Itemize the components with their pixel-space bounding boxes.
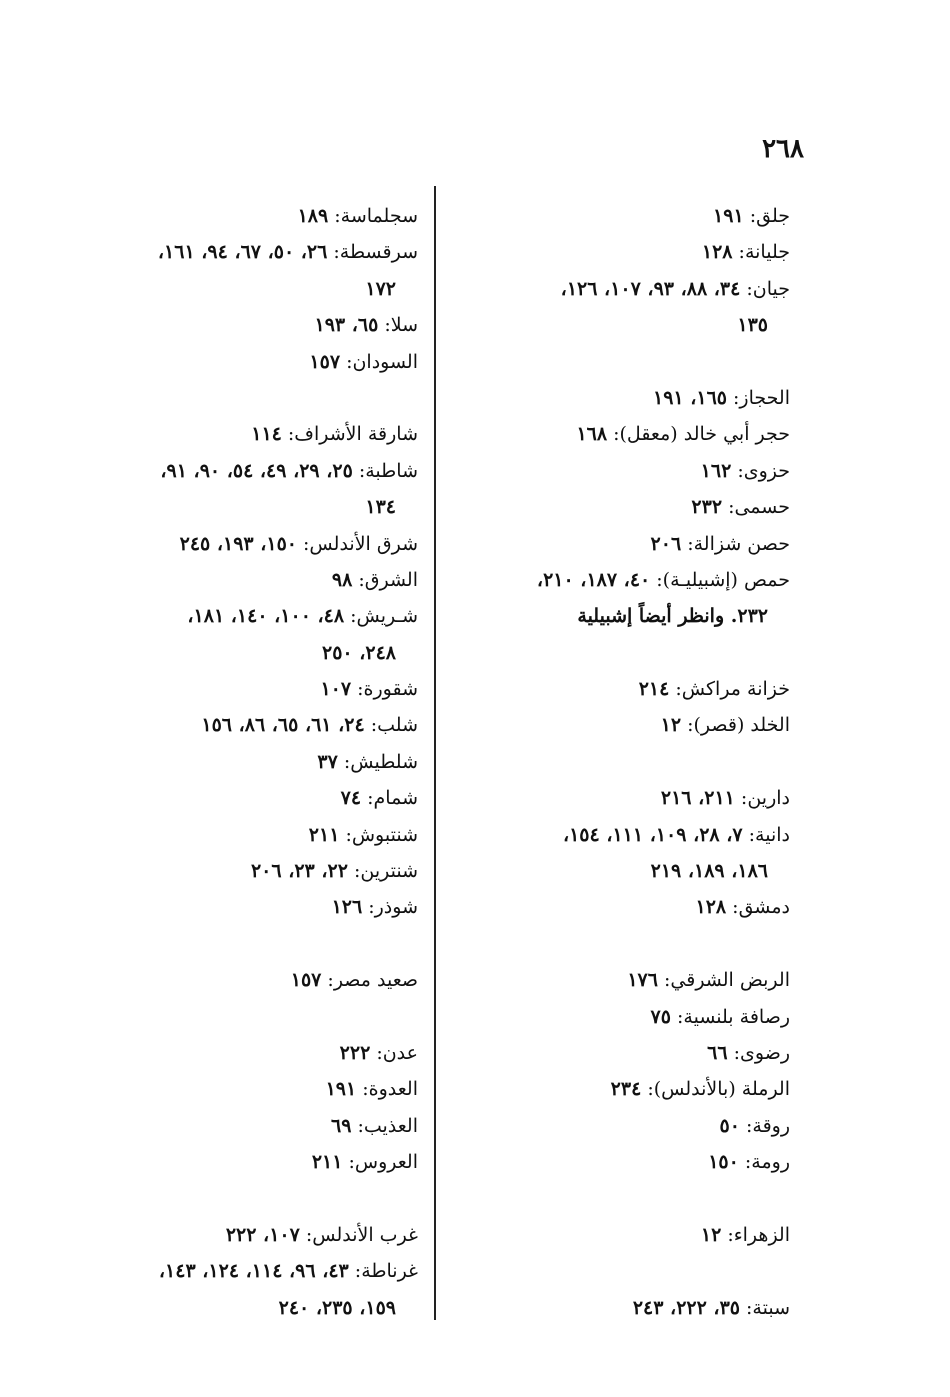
entry-term: رومة: bbox=[738, 1151, 790, 1174]
entry-term: الحجاز: bbox=[726, 386, 790, 409]
entry-term: شاطبة: bbox=[352, 459, 418, 482]
index-entry bbox=[450, 234, 790, 270]
entry-page-numbers: ٢١١ bbox=[308, 823, 340, 846]
entry-page-numbers: ١٥٩، ٢٣٥، ٢٤٠ bbox=[278, 1296, 396, 1319]
index-entry bbox=[450, 889, 790, 925]
entry-term: خزانة مراكش: bbox=[669, 678, 790, 701]
entry-term: الخلد (قصر): bbox=[681, 714, 790, 737]
entry-term: شنتبوش: bbox=[339, 823, 418, 846]
entry-term: شقورة: bbox=[351, 678, 418, 701]
entry-term: السودان: bbox=[340, 350, 418, 373]
entry-page-numbers: ١٨٦، ١٨٩، ٢١٩ bbox=[650, 860, 768, 883]
entry-page-numbers: ٢٤٨، ٢٥٠ bbox=[322, 641, 396, 664]
entry-term: العروس: bbox=[342, 1151, 418, 1174]
entry-page-numbers: ١٠٧، ٢٢٢ bbox=[225, 1223, 300, 1246]
entry-page-numbers: ١٦٨ bbox=[576, 423, 608, 446]
entry-page-numbers: ٣٧ bbox=[317, 750, 338, 773]
entry-term: حمص (إشبيليـة): bbox=[650, 568, 790, 591]
index-column-left bbox=[66, 198, 418, 1326]
entry-page-numbers: ١٠٧ bbox=[320, 678, 352, 701]
index-entry-continuation bbox=[66, 635, 418, 671]
entry-term: جيان: bbox=[740, 277, 790, 300]
entry-page-numbers: ٢٣٢. وانظر أيضاً إشبيلية bbox=[577, 605, 768, 628]
index-entry bbox=[66, 598, 418, 634]
entry-term: دارين: bbox=[734, 787, 790, 810]
entry-term: روقة: bbox=[739, 1114, 790, 1137]
entry-page-numbers: ٢١١، ٢١٦ bbox=[660, 787, 735, 810]
index-entry bbox=[66, 234, 418, 270]
entry-page-numbers: ١٩١ bbox=[713, 205, 744, 227]
entry-page-numbers: ٢٥، ٢٩، ٤٩، ٥٤، ٩٠، ٩١، bbox=[160, 459, 353, 482]
entry-term: شارقة الأشراف: bbox=[281, 423, 418, 446]
entry-page-numbers: ١٣٤ bbox=[365, 496, 396, 519]
entry-gap bbox=[450, 926, 790, 962]
index-entry bbox=[450, 1290, 790, 1326]
index-entry bbox=[66, 1253, 418, 1289]
index-entry-continuation bbox=[66, 1290, 418, 1326]
index-entry bbox=[66, 1035, 418, 1071]
index-column-right bbox=[450, 198, 790, 1326]
entry-page-numbers: ٤٠، ١٨٧، ٢١٠، bbox=[536, 568, 651, 591]
entry-page-numbers: ١٦٢ bbox=[700, 459, 732, 482]
entry-page-numbers: ١٩١ bbox=[325, 1078, 357, 1101]
entry-page-numbers: ٣٥، ٢٢٢، ٢٤٣ bbox=[632, 1296, 740, 1319]
index-entry bbox=[66, 562, 418, 598]
entry-term: حسمى: bbox=[722, 496, 790, 519]
index-entry bbox=[66, 307, 418, 343]
index-entry bbox=[66, 889, 418, 925]
entry-page-numbers: ١٢٨ bbox=[701, 241, 733, 264]
entry-page-numbers: ١١٤ bbox=[251, 423, 282, 446]
entry-page-numbers: ١٥٧ bbox=[290, 969, 322, 992]
index-entry-continuation bbox=[450, 853, 790, 889]
index-entry bbox=[450, 671, 790, 707]
entry-page-numbers: ١٢٨ bbox=[695, 896, 727, 919]
entry-gap bbox=[450, 635, 790, 671]
entry-term: حجر أبي خالد (معقل): bbox=[607, 423, 790, 446]
index-entry bbox=[450, 1035, 790, 1071]
index-entry bbox=[66, 198, 418, 234]
entry-page-numbers: ١٥٠، ١٩٣، ٢٤٥ bbox=[179, 532, 297, 555]
index-entry bbox=[66, 707, 418, 743]
index-entry-continuation bbox=[66, 489, 418, 525]
entry-page-numbers: ٤٣، ٩٦، ١١٤، ١٢٤، ١٤٣، bbox=[158, 1260, 349, 1283]
entry-page-numbers: ٥٠ bbox=[719, 1114, 740, 1137]
index-entry bbox=[66, 1108, 418, 1144]
entry-term: سبتة: bbox=[739, 1296, 790, 1319]
entry-page-numbers: ٩٨ bbox=[331, 568, 353, 591]
entry-page-numbers: ١٢ bbox=[660, 714, 682, 737]
entry-page-numbers: ١٥٧ bbox=[309, 350, 341, 373]
entry-page-numbers: ٦٦ bbox=[707, 1041, 728, 1064]
index-entry bbox=[66, 744, 418, 780]
entry-term: حصن شزالة: bbox=[681, 532, 790, 555]
entry-term: رصافة بلنسية: bbox=[670, 1005, 790, 1028]
entry-term: غرناطة: bbox=[348, 1260, 418, 1283]
index-entry bbox=[66, 526, 418, 562]
entry-term: الربض الشرقي: bbox=[657, 969, 790, 992]
column-divider bbox=[434, 186, 436, 1320]
entry-page-numbers: ٧٥ bbox=[650, 1005, 671, 1028]
entry-page-numbers: ٢١٤ bbox=[638, 678, 670, 701]
entry-page-numbers: ١٦٥، ١٩١ bbox=[652, 386, 727, 409]
index-entry bbox=[450, 526, 790, 562]
entry-gap bbox=[66, 926, 418, 962]
entry-term: دمشق: bbox=[726, 896, 790, 919]
entry-term: حزوى: bbox=[731, 459, 790, 482]
entry-term: شلب: bbox=[364, 714, 418, 737]
page-number: ٢٦٨ bbox=[762, 134, 804, 164]
entry-page-numbers: ١٥٠ bbox=[708, 1151, 739, 1174]
entry-term: شنترين: bbox=[347, 860, 418, 883]
index-entry bbox=[450, 198, 790, 234]
entry-term: الشرق: bbox=[352, 568, 418, 591]
index-entry-continuation bbox=[66, 271, 418, 307]
index-entry bbox=[450, 817, 790, 853]
entry-page-numbers: ٢٢، ٢٣، ٢٠٦ bbox=[250, 860, 348, 883]
entry-gap bbox=[66, 1181, 418, 1217]
index-entry bbox=[66, 1144, 418, 1180]
index-entry bbox=[450, 707, 790, 743]
index-entry-continuation bbox=[450, 307, 790, 343]
entry-gap bbox=[450, 344, 790, 380]
entry-page-numbers: ٢٢٢ bbox=[339, 1041, 371, 1064]
entry-term: شرق الأندلس: bbox=[296, 532, 418, 555]
entry-page-numbers: ١٢ bbox=[700, 1223, 722, 1246]
index-entry bbox=[66, 962, 418, 998]
index-entry bbox=[66, 817, 418, 853]
index-entry bbox=[450, 380, 790, 416]
index-entry bbox=[450, 271, 790, 307]
entry-page-numbers: ٢٣٢ bbox=[691, 496, 723, 519]
entry-page-numbers: ٢٤، ٦١، ٦٥، ٨٦، ١٥٦ bbox=[201, 714, 365, 737]
entry-term: شلطيش: bbox=[337, 750, 418, 773]
entry-page-numbers: ١٣٥ bbox=[737, 314, 768, 337]
entry-term: رضوى: bbox=[727, 1041, 790, 1064]
entry-page-numbers: ٣٤، ٨٨، ٩٣، ١٠٧، ١٢٦، bbox=[560, 277, 741, 300]
index-entry bbox=[450, 562, 790, 598]
entry-term: جليانة: bbox=[732, 241, 790, 264]
entry-term: صعيد مصر: bbox=[321, 969, 418, 992]
entry-term: شوذر: bbox=[362, 896, 418, 919]
entry-gap bbox=[66, 380, 418, 416]
index-entry bbox=[450, 999, 790, 1035]
entry-term: الرملة (بالأندلس): bbox=[641, 1078, 790, 1101]
entry-page-numbers: ٧٤ bbox=[340, 787, 362, 810]
index-entry bbox=[450, 780, 790, 816]
entry-term: جلق: bbox=[743, 205, 790, 227]
entry-gap bbox=[450, 744, 790, 780]
index-entry bbox=[66, 1071, 418, 1107]
entry-page-numbers: ١٧٦ bbox=[627, 969, 658, 992]
entry-page-numbers: ٦٥، ١٩٣ bbox=[314, 314, 379, 337]
entry-term: سرقسطة: bbox=[327, 241, 418, 264]
entry-gap bbox=[450, 1253, 790, 1289]
index-entry bbox=[450, 1071, 790, 1107]
index-entry bbox=[66, 780, 418, 816]
entry-page-numbers: ٤٨، ١٠٠، ١٤٠، ١٨١، bbox=[187, 605, 345, 628]
entry-term: سلا: bbox=[378, 314, 418, 337]
index-entry bbox=[450, 1108, 790, 1144]
entry-page-numbers: ١٨٩ bbox=[297, 205, 329, 227]
entry-term: شـريش: bbox=[344, 605, 418, 628]
entry-term: العدوة: bbox=[356, 1078, 418, 1101]
entry-term: شمام: bbox=[361, 787, 418, 810]
entry-term: عدن: bbox=[370, 1041, 418, 1064]
index-entry bbox=[66, 671, 418, 707]
entry-term: دانية: bbox=[742, 823, 790, 846]
index-entry bbox=[450, 1144, 790, 1180]
entry-page-numbers: ٢١١ bbox=[311, 1151, 343, 1174]
index-entry bbox=[450, 489, 790, 525]
entry-page-numbers: ٧، ٢٨، ١٠٩، ١١١، ١٥٤، bbox=[562, 823, 743, 846]
entry-term: الزهراء: bbox=[721, 1223, 790, 1246]
entry-gap bbox=[450, 1181, 790, 1217]
entry-page-numbers: ٢٦، ٥٠، ٦٧، ٩٤، ١٦١، bbox=[157, 241, 328, 264]
index-entry bbox=[450, 962, 790, 998]
entry-gap bbox=[66, 999, 418, 1035]
entry-term: سجلماسة: bbox=[328, 205, 418, 227]
index-entry bbox=[450, 1217, 790, 1253]
entry-page-numbers: ١٢٦ bbox=[331, 896, 363, 919]
index-entry bbox=[66, 416, 418, 452]
entry-term: غرب الأندلس: bbox=[299, 1223, 418, 1246]
index-entry bbox=[450, 416, 790, 452]
index-entry bbox=[66, 853, 418, 889]
index-entry bbox=[450, 453, 790, 489]
entry-page-numbers: ٢٠٦ bbox=[650, 532, 682, 555]
index-entry bbox=[66, 453, 418, 489]
entry-term: العذيب: bbox=[351, 1114, 418, 1137]
index-entry-continuation bbox=[450, 598, 790, 634]
entry-page-numbers: ٢٣٤ bbox=[610, 1078, 642, 1101]
index-entry bbox=[66, 344, 418, 380]
entry-page-numbers: ٦٩ bbox=[330, 1114, 352, 1137]
entry-page-numbers: ١٧٢ bbox=[365, 277, 396, 300]
index-entry bbox=[66, 1217, 418, 1253]
